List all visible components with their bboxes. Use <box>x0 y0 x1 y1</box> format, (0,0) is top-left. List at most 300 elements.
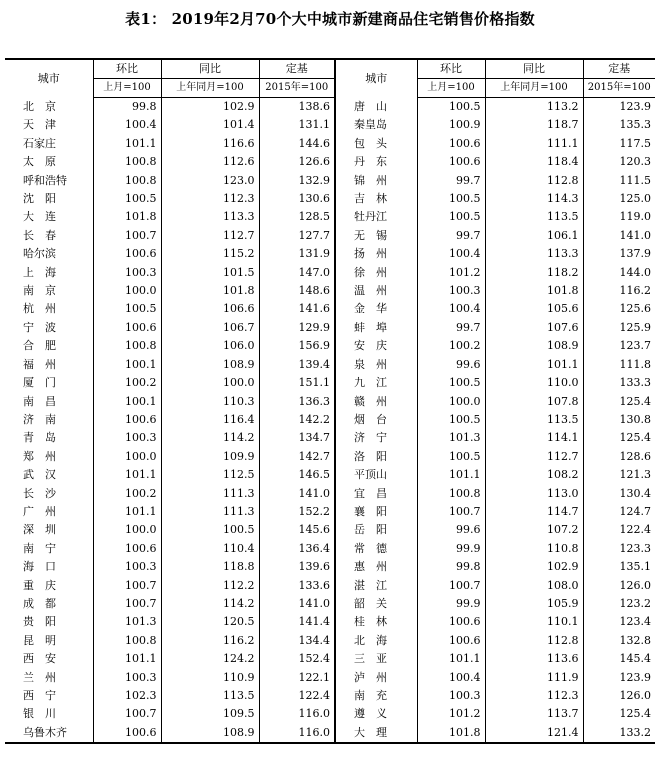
mom-cell-left: 100.7 <box>93 595 161 613</box>
yoy-cell-left: 116.4 <box>161 411 259 429</box>
table-row <box>5 411 655 429</box>
fixed-cell-right: 120.3 <box>583 153 655 171</box>
table-row <box>5 577 655 595</box>
header-city-right: 城市 <box>335 59 417 98</box>
yoy-cell-right: 106.1 <box>485 227 583 245</box>
city-cell-right: 徐 州 <box>335 264 417 282</box>
table-row <box>5 485 655 503</box>
mom-cell-left: 101.8 <box>93 208 161 226</box>
fixed-cell-right: 119.0 <box>583 208 655 226</box>
header-city-left: 城市 <box>5 59 93 98</box>
fixed-cell-left: 144.6 <box>259 135 335 153</box>
table-row <box>5 705 655 723</box>
table-row <box>5 190 655 208</box>
city-cell-left: 南 昌 <box>23 394 56 408</box>
mom-cell-right: 100.4 <box>417 300 485 318</box>
mom-cell-left: 100.8 <box>93 153 161 171</box>
city-cell-right: 蚌 埠 <box>335 319 417 337</box>
yoy-cell-right: 118.7 <box>485 116 583 134</box>
fixed-cell-right: 137.9 <box>583 245 655 263</box>
fixed-cell-right: 122.4 <box>583 521 655 539</box>
city-cell-right: 济 宁 <box>335 429 417 447</box>
table-row <box>5 393 655 411</box>
fixed-cell-left: 142.7 <box>259 448 335 466</box>
city-cell-right: 惠 州 <box>335 558 417 576</box>
mom-cell-left: 99.8 <box>93 98 161 117</box>
table-row <box>5 595 655 613</box>
yoy-cell-left: 100.0 <box>161 374 259 392</box>
yoy-cell-left: 114.2 <box>161 595 259 613</box>
fixed-cell-left: 156.9 <box>259 337 335 355</box>
mom-cell-right: 100.6 <box>417 135 485 153</box>
header-mom-right: 环比 <box>417 59 485 79</box>
yoy-cell-right: 114.3 <box>485 190 583 208</box>
yoy-cell-left: 113.3 <box>161 208 259 226</box>
mom-cell-right: 100.6 <box>417 153 485 171</box>
yoy-cell-left: 112.3 <box>161 190 259 208</box>
table-row <box>5 337 655 355</box>
fixed-cell-right: 125.4 <box>583 429 655 447</box>
mom-cell-left: 101.1 <box>93 503 161 521</box>
city-cell-right: 烟 台 <box>335 411 417 429</box>
mom-cell-right: 100.4 <box>417 669 485 687</box>
yoy-cell-right: 110.8 <box>485 540 583 558</box>
yoy-cell-right: 108.2 <box>485 466 583 484</box>
fixed-cell-right: 123.9 <box>583 98 655 117</box>
fixed-cell-right: 125.4 <box>583 393 655 411</box>
city-cell-right: 韶 关 <box>335 595 417 613</box>
yoy-cell-right: 111.9 <box>485 669 583 687</box>
fixed-cell-left: 131.9 <box>259 245 335 263</box>
mom-cell-right: 100.7 <box>417 503 485 521</box>
yoy-cell-right: 113.5 <box>485 411 583 429</box>
yoy-cell-right: 121.4 <box>485 724 583 743</box>
mom-cell-right: 101.3 <box>417 429 485 447</box>
yoy-cell-left: 124.2 <box>161 650 259 668</box>
mom-cell-left: 100.3 <box>93 264 161 282</box>
fixed-cell-left: 130.6 <box>259 190 335 208</box>
yoy-cell-left: 118.8 <box>161 558 259 576</box>
mom-cell-right: 99.9 <box>417 595 485 613</box>
yoy-cell-left: 110.3 <box>161 393 259 411</box>
mom-cell-right: 100.5 <box>417 190 485 208</box>
city-cell-right: 平顶山 <box>335 466 417 484</box>
mom-cell-left: 101.3 <box>93 613 161 631</box>
yoy-cell-right: 113.3 <box>485 245 583 263</box>
mom-cell-left: 100.8 <box>93 632 161 650</box>
fixed-cell-left: 126.6 <box>259 153 335 171</box>
mom-cell-right: 101.2 <box>417 264 485 282</box>
city-cell-left: 天 津 <box>23 118 56 132</box>
city-cell-right: 锦 州 <box>335 172 417 190</box>
table-row <box>5 319 655 337</box>
yoy-cell-left: 120.5 <box>161 613 259 631</box>
mom-cell-right: 101.8 <box>417 724 485 743</box>
yoy-cell-left: 102.9 <box>161 98 259 117</box>
yoy-cell-left: 112.6 <box>161 153 259 171</box>
fixed-cell-left: 139.6 <box>259 558 335 576</box>
yoy-cell-right: 118.2 <box>485 264 583 282</box>
fixed-cell-left: 145.6 <box>259 521 335 539</box>
fixed-cell-right: 124.7 <box>583 503 655 521</box>
yoy-cell-left: 108.9 <box>161 356 259 374</box>
table-row <box>5 208 655 226</box>
table-row <box>5 374 655 392</box>
header-row-bases <box>5 79 655 98</box>
mom-cell-right: 100.2 <box>417 337 485 355</box>
header-base-yoy-left: 上年同月=100 <box>161 79 259 98</box>
city-cell-left: 沈 阳 <box>23 192 56 206</box>
header-yoy-right: 同比 <box>485 59 583 79</box>
mom-cell-right: 99.7 <box>417 227 485 245</box>
city-cell-left: 广 州 <box>23 504 56 518</box>
header-yoy-left: 同比 <box>161 59 259 79</box>
city-cell-right: 宜 昌 <box>335 485 417 503</box>
table-row <box>5 264 655 282</box>
yoy-cell-right: 112.3 <box>485 687 583 705</box>
yoy-cell-right: 112.7 <box>485 448 583 466</box>
city-cell-left: 海 口 <box>23 560 56 574</box>
mom-cell-left: 100.0 <box>93 448 161 466</box>
yoy-cell-left: 112.5 <box>161 466 259 484</box>
fixed-cell-left: 141.0 <box>259 485 335 503</box>
fixed-cell-right: 116.2 <box>583 282 655 300</box>
city-cell-left: 成 都 <box>23 596 56 610</box>
mom-cell-left: 100.3 <box>93 669 161 687</box>
fixed-cell-left: 128.5 <box>259 208 335 226</box>
table-row <box>5 540 655 558</box>
table-title: 表1： 2019年2月70个大中城市新建商品住宅销售价格指数 <box>125 10 535 28</box>
yoy-cell-right: 113.6 <box>485 650 583 668</box>
city-cell-left: 上 海 <box>23 265 56 279</box>
mom-cell-left: 100.8 <box>93 337 161 355</box>
fixed-cell-right: 130.4 <box>583 485 655 503</box>
fixed-cell-left: 147.0 <box>259 264 335 282</box>
yoy-cell-right: 101.1 <box>485 356 583 374</box>
fixed-cell-right: 125.4 <box>583 705 655 723</box>
mom-cell-right: 99.7 <box>417 319 485 337</box>
mom-cell-left: 100.5 <box>93 300 161 318</box>
yoy-cell-right: 113.0 <box>485 485 583 503</box>
fixed-cell-left: 133.6 <box>259 577 335 595</box>
yoy-cell-right: 107.8 <box>485 393 583 411</box>
table-row <box>5 521 655 539</box>
mom-cell-right: 100.6 <box>417 613 485 631</box>
fixed-cell-right: 132.8 <box>583 632 655 650</box>
yoy-cell-right: 102.9 <box>485 558 583 576</box>
fixed-cell-right: 123.7 <box>583 337 655 355</box>
mom-cell-right: 101.1 <box>417 466 485 484</box>
yoy-cell-right: 111.1 <box>485 135 583 153</box>
city-cell-right: 吉 林 <box>335 190 417 208</box>
fixed-cell-left: 132.9 <box>259 172 335 190</box>
table-body <box>5 98 655 744</box>
mom-cell-right: 100.5 <box>417 208 485 226</box>
mom-cell-right: 100.4 <box>417 245 485 263</box>
city-cell-left: 济 南 <box>23 412 56 426</box>
mom-cell-left: 100.6 <box>93 245 161 263</box>
fixed-cell-left: 142.2 <box>259 411 335 429</box>
yoy-cell-left: 114.2 <box>161 429 259 447</box>
city-cell-left: 贵 阳 <box>23 615 56 629</box>
mom-cell-left: 100.4 <box>93 116 161 134</box>
fixed-cell-left: 141.0 <box>259 595 335 613</box>
fixed-cell-left: 141.6 <box>259 300 335 318</box>
city-cell-right: 泸 州 <box>335 669 417 687</box>
mom-cell-right: 100.3 <box>417 687 485 705</box>
city-cell-left: 宁 波 <box>23 320 56 334</box>
yoy-cell-right: 101.8 <box>485 282 583 300</box>
table-row <box>5 135 655 153</box>
city-cell-left: 福 州 <box>23 357 56 371</box>
fixed-cell-right: 125.6 <box>583 300 655 318</box>
city-cell-left: 呼和浩特 <box>23 173 67 187</box>
fixed-cell-right: 133.3 <box>583 374 655 392</box>
fixed-cell-right: 126.0 <box>583 687 655 705</box>
fixed-cell-right: 121.3 <box>583 466 655 484</box>
mom-cell-left: 100.3 <box>93 558 161 576</box>
yoy-cell-left: 101.8 <box>161 282 259 300</box>
mom-cell-right: 99.7 <box>417 172 485 190</box>
table-row <box>5 227 655 245</box>
fixed-cell-left: 131.1 <box>259 116 335 134</box>
yoy-cell-right: 105.6 <box>485 300 583 318</box>
fixed-cell-left: 122.1 <box>259 669 335 687</box>
table-row <box>5 356 655 374</box>
city-cell-left: 深 圳 <box>23 523 56 537</box>
fixed-cell-right: 117.5 <box>583 135 655 153</box>
mom-cell-right: 101.2 <box>417 705 485 723</box>
table-row <box>5 558 655 576</box>
mom-cell-right: 99.9 <box>417 540 485 558</box>
header-base-fixed-right: 2015年=100 <box>583 79 655 98</box>
mom-cell-left: 100.3 <box>93 429 161 447</box>
city-cell-right: 唐 山 <box>335 98 417 117</box>
city-cell-left: 西 宁 <box>23 689 56 702</box>
yoy-cell-left: 112.2 <box>161 577 259 595</box>
yoy-cell-left: 111.3 <box>161 485 259 503</box>
fixed-cell-left: 116.0 <box>259 705 335 723</box>
city-cell-left: 厦 门 <box>23 376 56 390</box>
city-cell-left: 郑 州 <box>23 449 56 463</box>
mom-cell-left: 100.8 <box>93 172 161 190</box>
yoy-cell-left: 110.4 <box>161 540 259 558</box>
fixed-cell-left: 139.4 <box>259 356 335 374</box>
table-row <box>5 282 655 300</box>
yoy-cell-left: 115.2 <box>161 245 259 263</box>
yoy-cell-right: 114.1 <box>485 429 583 447</box>
yoy-cell-right: 105.9 <box>485 595 583 613</box>
city-cell-left: 南 京 <box>23 284 56 298</box>
yoy-cell-left: 109.5 <box>161 705 259 723</box>
city-cell-right: 金 华 <box>335 300 417 318</box>
fixed-cell-right: 135.1 <box>583 558 655 576</box>
fixed-cell-right: 128.6 <box>583 448 655 466</box>
fixed-cell-right: 135.3 <box>583 116 655 134</box>
fixed-cell-left: 141.4 <box>259 613 335 631</box>
fixed-cell-right: 144.0 <box>583 264 655 282</box>
mom-cell-left: 100.6 <box>93 540 161 558</box>
yoy-cell-left: 111.3 <box>161 503 259 521</box>
fixed-cell-left: 122.4 <box>259 687 335 705</box>
table-row <box>5 669 655 687</box>
header-mom-left: 环比 <box>93 59 161 79</box>
fixed-cell-left: 148.6 <box>259 282 335 300</box>
fixed-cell-left: 152.4 <box>259 650 335 668</box>
table-row <box>5 724 655 743</box>
yoy-cell-right: 108.0 <box>485 577 583 595</box>
fixed-cell-right: 130.8 <box>583 411 655 429</box>
fixed-cell-right: 125.0 <box>583 190 655 208</box>
mom-cell-right: 99.6 <box>417 356 485 374</box>
mom-cell-right: 99.6 <box>417 521 485 539</box>
fixed-cell-left: 134.4 <box>259 632 335 650</box>
fixed-cell-left: 116.0 <box>259 724 335 743</box>
mom-cell-left: 100.5 <box>93 190 161 208</box>
yoy-cell-left: 109.9 <box>161 448 259 466</box>
table-row <box>5 98 655 117</box>
header-base-fixed-left: 2015年=100 <box>259 79 335 98</box>
city-cell-left: 杭 州 <box>23 302 56 316</box>
price-index-table <box>5 58 655 744</box>
city-cell-left: 南 宁 <box>23 541 56 555</box>
city-cell-right: 湛 江 <box>335 577 417 595</box>
header-base-yoy-right: 上年同月=100 <box>485 79 583 98</box>
city-cell-right: 温 州 <box>335 282 417 300</box>
yoy-cell-right: 113.5 <box>485 208 583 226</box>
mom-cell-left: 100.1 <box>93 356 161 374</box>
city-cell-left: 乌鲁木齐 <box>5 724 93 743</box>
table-row <box>5 172 655 190</box>
mom-cell-left: 101.1 <box>93 650 161 668</box>
mom-cell-left: 100.2 <box>93 485 161 503</box>
table-row <box>5 300 655 318</box>
yoy-cell-left: 106.0 <box>161 337 259 355</box>
table-row <box>5 650 655 668</box>
city-cell-right: 丹 东 <box>335 153 417 171</box>
yoy-cell-left: 116.2 <box>161 632 259 650</box>
city-cell-left: 重 庆 <box>23 578 56 592</box>
yoy-cell-left: 116.6 <box>161 135 259 153</box>
yoy-cell-right: 110.0 <box>485 374 583 392</box>
city-cell-left: 昆 明 <box>23 633 56 647</box>
yoy-cell-left: 101.5 <box>161 264 259 282</box>
city-cell-right: 安 庆 <box>335 337 417 355</box>
yoy-cell-left: 110.9 <box>161 669 259 687</box>
mom-cell-left: 100.6 <box>93 319 161 337</box>
table-row <box>5 429 655 447</box>
table-row <box>5 116 655 134</box>
fixed-cell-left: 127.7 <box>259 227 335 245</box>
city-cell-right: 泉 州 <box>335 356 417 374</box>
mom-cell-left: 100.0 <box>93 521 161 539</box>
yoy-cell-left: 106.7 <box>161 319 259 337</box>
mom-cell-left: 100.7 <box>93 705 161 723</box>
mom-cell-right: 100.9 <box>417 116 485 134</box>
fixed-cell-left: 136.4 <box>259 540 335 558</box>
city-cell-right: 桂 林 <box>335 613 417 631</box>
yoy-cell-right: 118.4 <box>485 153 583 171</box>
mom-cell-right: 100.5 <box>417 374 485 392</box>
header-base-mom-right: 上月=100 <box>417 79 485 98</box>
price-index-table-wrapper <box>5 58 655 744</box>
city-cell-right: 九 江 <box>335 374 417 392</box>
table-row <box>5 503 655 521</box>
city-cell-left: 哈尔滨 <box>23 247 56 261</box>
header-fixed-left: 定基 <box>259 59 335 79</box>
mom-cell-left: 100.0 <box>93 282 161 300</box>
mom-cell-left: 100.2 <box>93 374 161 392</box>
city-cell-right: 岳 阳 <box>335 521 417 539</box>
city-cell-right: 大 理 <box>335 724 417 743</box>
mom-cell-right: 100.3 <box>417 282 485 300</box>
mom-cell-right: 100.5 <box>417 98 485 117</box>
table-row <box>5 687 655 705</box>
table-row <box>5 632 655 650</box>
yoy-cell-left: 101.4 <box>161 116 259 134</box>
yoy-cell-right: 107.2 <box>485 521 583 539</box>
city-cell-right: 赣 州 <box>335 393 417 411</box>
table-row <box>5 466 655 484</box>
city-cell-left: 西 安 <box>23 652 56 666</box>
city-cell-left: 兰 州 <box>23 670 56 684</box>
fixed-cell-left: 138.6 <box>259 98 335 117</box>
fixed-cell-left: 146.5 <box>259 466 335 484</box>
fixed-cell-right: 123.9 <box>583 669 655 687</box>
yoy-cell-right: 108.9 <box>485 337 583 355</box>
yoy-cell-right: 112.8 <box>485 172 583 190</box>
yoy-cell-right: 112.8 <box>485 632 583 650</box>
mom-cell-right: 100.7 <box>417 577 485 595</box>
mom-cell-left: 100.7 <box>93 227 161 245</box>
yoy-cell-left: 100.5 <box>161 521 259 539</box>
mom-cell-left: 100.1 <box>93 393 161 411</box>
city-cell-right: 三 亚 <box>335 650 417 668</box>
yoy-cell-right: 114.7 <box>485 503 583 521</box>
city-cell-left: 大 连 <box>23 210 56 224</box>
city-cell-right: 洛 阳 <box>335 448 417 466</box>
fixed-cell-right: 126.0 <box>583 577 655 595</box>
fixed-cell-right: 111.8 <box>583 356 655 374</box>
mom-cell-right: 100.6 <box>417 632 485 650</box>
city-cell-left: 太 原 <box>23 155 56 169</box>
city-cell-right: 南 充 <box>335 687 417 705</box>
mom-cell-right: 100.5 <box>417 411 485 429</box>
table-row <box>5 613 655 631</box>
city-cell-left: 石家庄 <box>23 136 56 150</box>
yoy-cell-left: 108.9 <box>161 724 259 743</box>
city-cell-left: 合 肥 <box>23 339 56 353</box>
yoy-cell-left: 106.6 <box>161 300 259 318</box>
fixed-cell-left: 136.3 <box>259 393 335 411</box>
fixed-cell-left: 134.7 <box>259 429 335 447</box>
mom-cell-right: 100.0 <box>417 393 485 411</box>
city-cell-right: 扬 州 <box>335 245 417 263</box>
city-cell-right: 秦皇岛 <box>335 116 417 134</box>
mom-cell-right: 100.5 <box>417 448 485 466</box>
fixed-cell-right: 111.5 <box>583 172 655 190</box>
header-base-mom-left: 上月=100 <box>93 79 161 98</box>
mom-cell-left: 102.3 <box>93 687 161 705</box>
table-row <box>5 448 655 466</box>
mom-cell-left: 100.7 <box>93 577 161 595</box>
yoy-cell-right: 113.7 <box>485 705 583 723</box>
yoy-cell-right: 113.2 <box>485 98 583 117</box>
fixed-cell-right: 123.3 <box>583 540 655 558</box>
mom-cell-left: 101.1 <box>93 466 161 484</box>
table-row <box>5 153 655 171</box>
fixed-cell-right: 123.2 <box>583 595 655 613</box>
